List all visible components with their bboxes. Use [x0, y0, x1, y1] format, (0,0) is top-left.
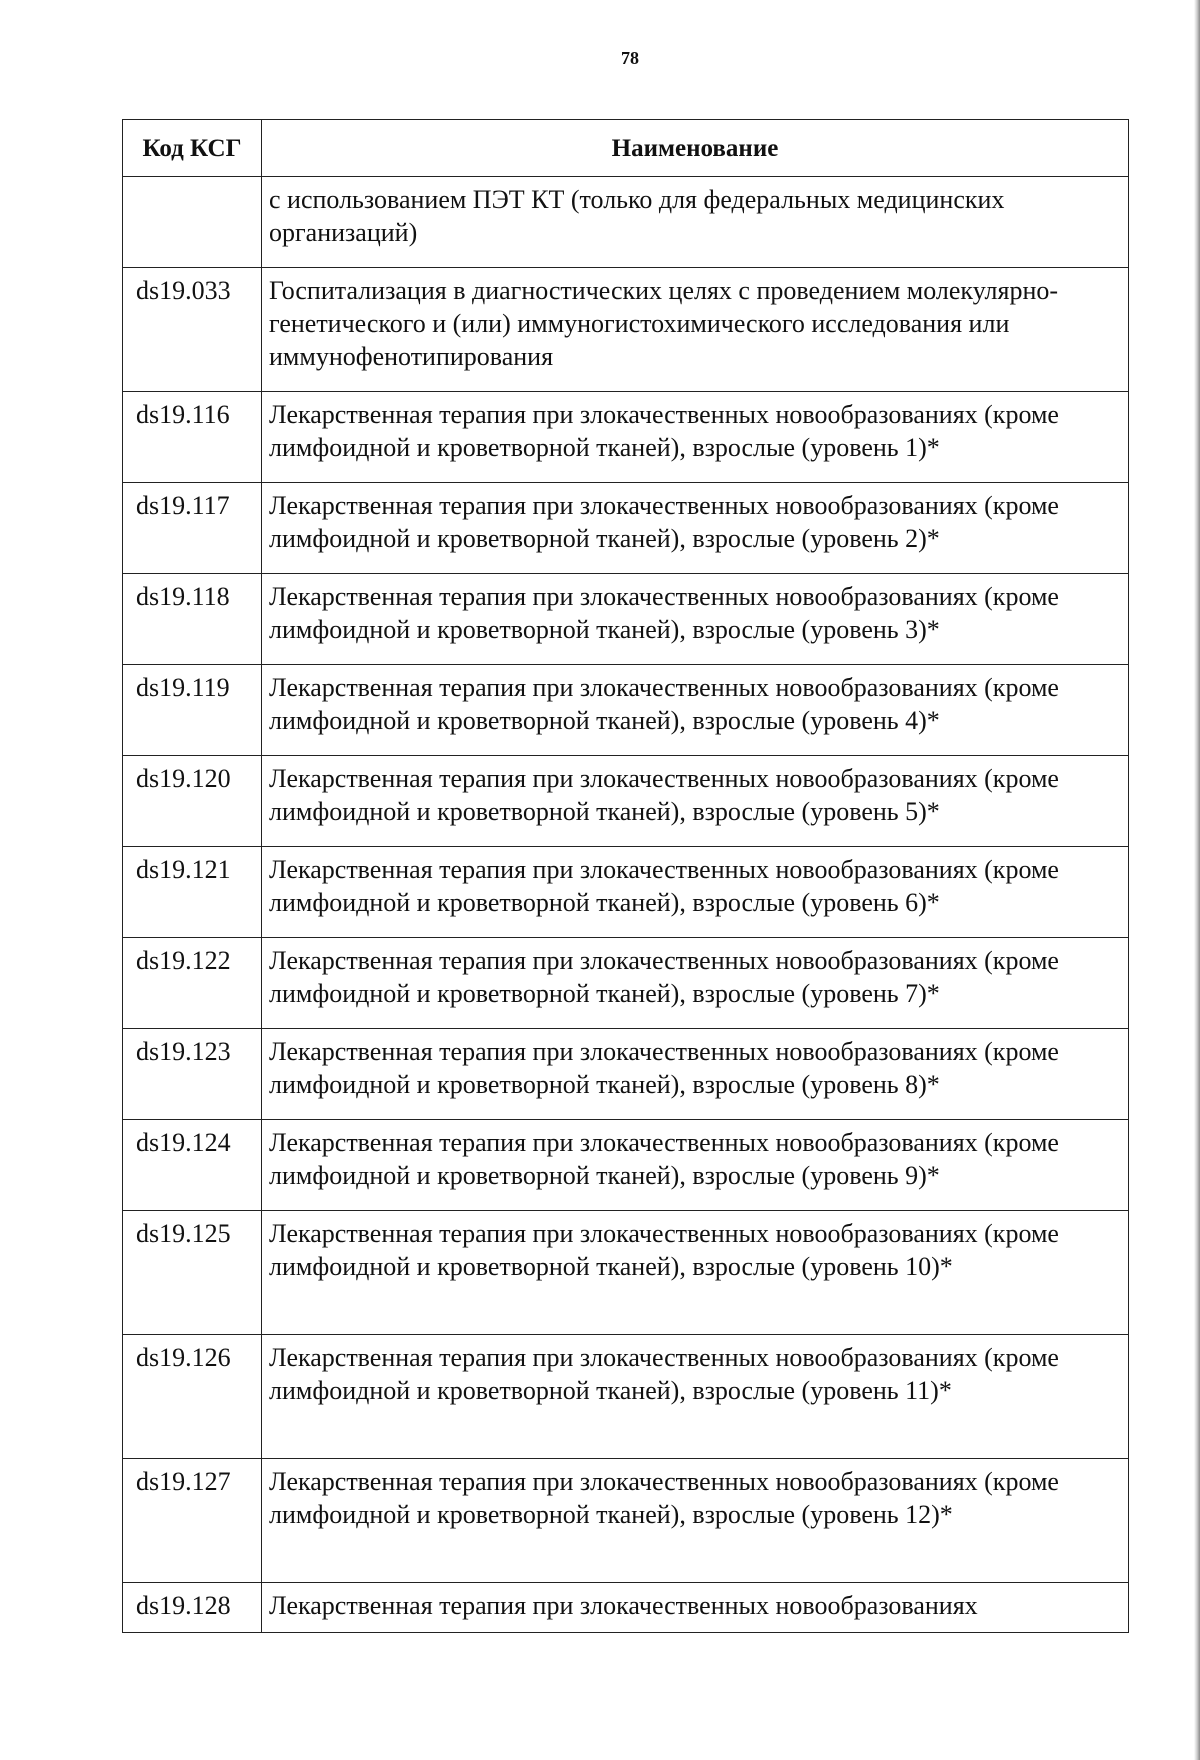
ksg-name-cell: Лекарственная терапия при злокачественных новообразованиях (кроме лимфоидной и кроветворной тканей), взрослые (уровень 6)*: [262, 847, 1129, 938]
ksg-code-cell: ds19.120: [123, 756, 262, 847]
ksg-name-cell: Лекарственная терапия при злокачественных новообразованиях (кроме лимфоидной и кроветворной тканей), взрослые (уровень 2)*: [262, 483, 1129, 574]
ksg-name-cell: Лекарственная терапия при злокачественных новообразованиях: [262, 1583, 1129, 1633]
header-name: Наименование: [262, 120, 1129, 177]
table-header: [123, 120, 1129, 177]
table-row: [123, 392, 1129, 483]
ksg-code-cell: ds19.125: [123, 1211, 262, 1335]
ksg-name-cell: Лекарственная терапия при злокачественных новообразованиях (кроме лимфоидной и кроветворной тканей), взрослые (уровень 8)*: [262, 1029, 1129, 1120]
ksg-code-cell: ds19.123: [123, 1029, 262, 1120]
ksg-name-cell: с использованием ПЭТ КТ (только для федеральных медицинских организаций): [262, 177, 1129, 268]
ksg-name-cell: Лекарственная терапия при злокачественных новообразованиях (кроме лимфоидной и кроветворной тканей), взрослые (уровень 4)*: [262, 665, 1129, 756]
ksg-name-cell: Лекарственная терапия при злокачественных новообразованиях (кроме лимфоидной и кроветворной тканей), взрослые (уровень 3)*: [262, 574, 1129, 665]
ksg-name-cell: Лекарственная терапия при злокачественных новообразованиях (кроме лимфоидной и кроветворной тканей), взрослые (уровень 10)*: [262, 1211, 1129, 1335]
ksg-code-cell: ds19.127: [123, 1459, 262, 1583]
table-row: [123, 1335, 1129, 1459]
ksg-name-cell: Лекарственная терапия при злокачественных новообразованиях (кроме лимфоидной и кроветворной тканей), взрослые (уровень 9)*: [262, 1120, 1129, 1211]
table-row: [123, 1583, 1129, 1633]
table-row: [123, 665, 1129, 756]
ksg-code-cell: ds19.033: [123, 268, 262, 392]
ksg-code-cell: ds19.119: [123, 665, 262, 756]
ksg-code-cell: ds19.117: [123, 483, 262, 574]
table-row: [123, 938, 1129, 1029]
header-code: Код КСГ: [123, 120, 262, 177]
ksg-name-cell: Госпитализация в диагностических целях с проведением молекулярно-генетического и (или) иммуногистохимического исследования или иммунофенотипирования: [262, 268, 1129, 392]
table-row: [123, 1120, 1129, 1211]
page-number: 78: [621, 48, 639, 68]
ksg-name-cell: Лекарственная терапия при злокачественных новообразованиях (кроме лимфоидной и кроветворной тканей), взрослые (уровень 11)*: [262, 1335, 1129, 1459]
table-row: [123, 483, 1129, 574]
table-body: [123, 177, 1129, 1633]
ksg-code-cell: ds19.116: [123, 392, 262, 483]
table-row: [123, 847, 1129, 938]
ksg-table: [122, 119, 1129, 1633]
scan-edge-shadow: [1194, 0, 1200, 1760]
ksg-code-cell: ds19.121: [123, 847, 262, 938]
ksg-name-cell: Лекарственная терапия при злокачественных новообразованиях (кроме лимфоидной и кроветворной тканей), взрослые (уровень 12)*: [262, 1459, 1129, 1583]
table-row: [123, 268, 1129, 392]
ksg-name-cell: Лекарственная терапия при злокачественных новообразованиях (кроме лимфоидной и кроветворной тканей), взрослые (уровень 7)*: [262, 938, 1129, 1029]
table-row: [123, 177, 1129, 268]
ksg-code-cell: [123, 177, 262, 268]
ksg-code-cell: ds19.122: [123, 938, 262, 1029]
ksg-code-cell: ds19.126: [123, 1335, 262, 1459]
header-row: [123, 120, 1129, 177]
table-row: [123, 1029, 1129, 1120]
ksg-name-cell: Лекарственная терапия при злокачественных новообразованиях (кроме лимфоидной и кроветворной тканей), взрослые (уровень 1)*: [262, 392, 1129, 483]
table-row: [123, 1211, 1129, 1335]
ksg-code-cell: ds19.118: [123, 574, 262, 665]
ksg-code-cell: ds19.124: [123, 1120, 262, 1211]
table-row: [123, 1459, 1129, 1583]
table-row: [123, 756, 1129, 847]
table-row: [123, 574, 1129, 665]
ksg-name-cell: Лекарственная терапия при злокачественных новообразованиях (кроме лимфоидной и кроветворной тканей), взрослые (уровень 5)*: [262, 756, 1129, 847]
ksg-code-cell: ds19.128: [123, 1583, 262, 1633]
